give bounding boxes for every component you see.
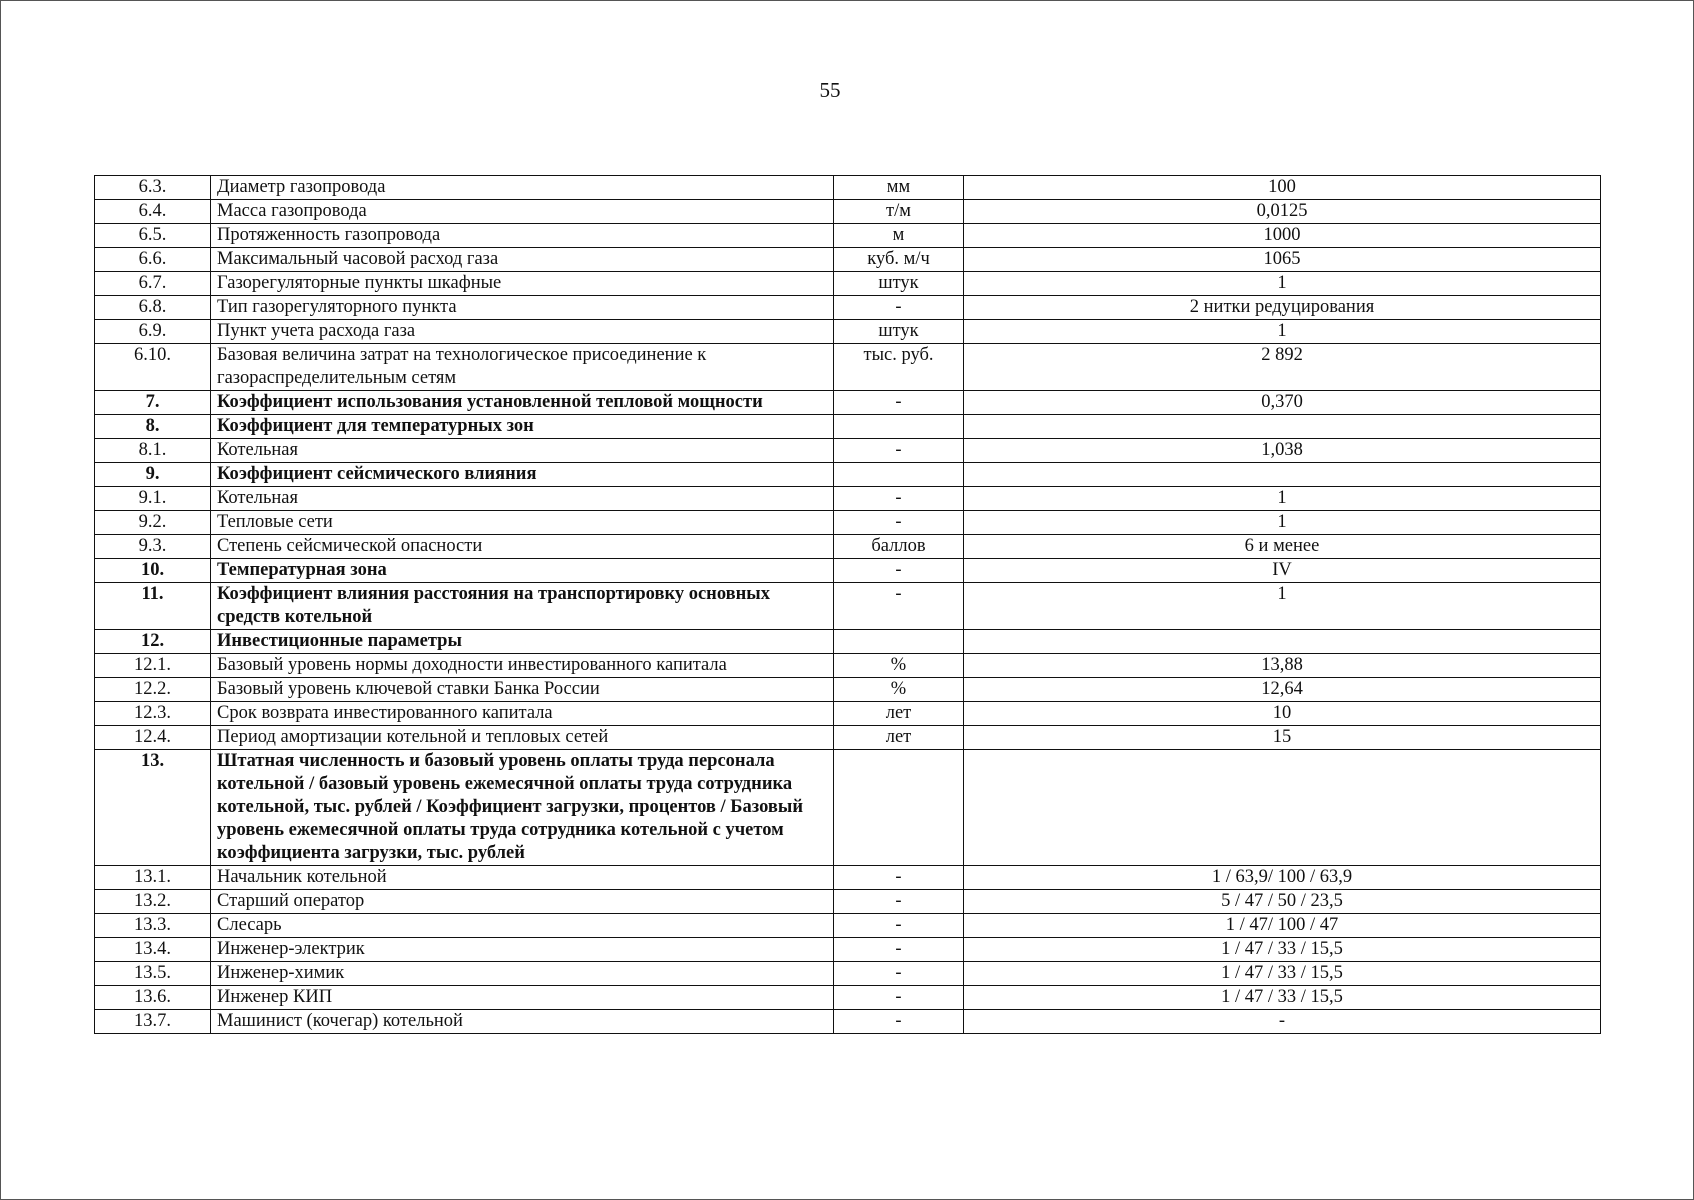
row-name: Котельная [211,487,834,511]
row-unit: - [834,391,964,415]
row-number: 13.2. [95,890,211,914]
row-number: 13.1. [95,866,211,890]
row-value: 10 [964,702,1601,726]
row-value: 5 / 47 / 50 / 23,5 [964,890,1601,914]
row-value: 1000 [964,224,1601,248]
row-value: - [964,1010,1601,1034]
row-name: Период амортизации котельной и тепловых сетей [211,726,834,750]
row-number: 12. [95,630,211,654]
row-name: Тип газорегуляторного пункта [211,296,834,320]
row-unit: мм [834,176,964,200]
row-number: 8.1. [95,439,211,463]
row-value: 1 / 47 / 33 / 15,5 [964,962,1601,986]
row-unit: штук [834,272,964,296]
row-value: 1 / 47 / 33 / 15,5 [964,986,1601,1010]
table-row [95,535,1601,559]
row-value: 0,370 [964,391,1601,415]
row-unit [834,630,964,654]
row-name: Масса газопровода [211,200,834,224]
row-value: IV [964,559,1601,583]
page-number: 55 [819,78,841,102]
row-unit: баллов [834,535,964,559]
table-row [95,890,1601,914]
row-unit: - [834,914,964,938]
table-row [95,391,1601,415]
row-number: 12.3. [95,702,211,726]
row-name: Степень сейсмической опасности [211,535,834,559]
row-value [964,630,1601,654]
row-name: Инвестиционные параметры [211,630,834,654]
row-value: 2 892 [964,344,1601,391]
table-row [95,439,1601,463]
row-unit: штук [834,320,964,344]
table-row [95,914,1601,938]
row-number: 11. [95,583,211,630]
row-unit: - [834,296,964,320]
row-number: 6.5. [95,224,211,248]
table-row [95,415,1601,439]
table-row [95,463,1601,487]
row-unit [834,750,964,866]
row-name: Коэффициент для температурных зон [211,415,834,439]
row-unit: лет [834,726,964,750]
row-unit: - [834,1010,964,1034]
row-unit: - [834,890,964,914]
table-row [95,248,1601,272]
row-value: 1 [964,583,1601,630]
row-number: 8. [95,415,211,439]
row-number: 12.4. [95,726,211,750]
table-row [95,296,1601,320]
row-value: 1 [964,487,1601,511]
row-number: 12.2. [95,678,211,702]
table-row [95,511,1601,535]
table-row [95,750,1601,866]
row-number: 13.4. [95,938,211,962]
row-number: 6.8. [95,296,211,320]
row-value [964,415,1601,439]
row-unit: - [834,962,964,986]
table-row [95,176,1601,200]
row-name: Температурная зона [211,559,834,583]
row-unit: куб. м/ч [834,248,964,272]
row-value: 13,88 [964,654,1601,678]
row-name: Слесарь [211,914,834,938]
table-row [95,1010,1601,1034]
table-row [95,986,1601,1010]
row-value: 1 / 47/ 100 / 47 [964,914,1601,938]
table-row [95,938,1601,962]
row-name: Пункт учета расхода газа [211,320,834,344]
table-row [95,866,1601,890]
row-name: Котельная [211,439,834,463]
row-value: 1065 [964,248,1601,272]
table-row [95,224,1601,248]
row-unit: - [834,866,964,890]
row-number: 6.10. [95,344,211,391]
row-unit: - [834,487,964,511]
row-value: 12,64 [964,678,1601,702]
table-row [95,678,1601,702]
row-unit: лет [834,702,964,726]
row-unit: - [834,511,964,535]
row-value [964,750,1601,866]
row-unit: - [834,559,964,583]
row-number: 13.5. [95,962,211,986]
row-name: Протяженность газопровода [211,224,834,248]
row-name: Коэффициент влияния расстояния на транспортировку основных средств котельной [211,583,834,630]
row-name: Инженер КИП [211,986,834,1010]
row-name: Базовая величина затрат на технологическое присоединение к газораспределительным сетям [211,344,834,391]
row-name: Максимальный часовой расход газа [211,248,834,272]
table-row [95,630,1601,654]
row-number: 12.1. [95,654,211,678]
parameters-table [94,175,1601,1034]
row-number: 6.4. [95,200,211,224]
row-value: 100 [964,176,1601,200]
row-number: 13. [95,750,211,866]
row-number: 10. [95,559,211,583]
row-unit: - [834,938,964,962]
row-unit: м [834,224,964,248]
table-body [95,176,1601,1034]
row-number: 13.7. [95,1010,211,1034]
row-value: 1 / 63,9/ 100 / 63,9 [964,866,1601,890]
row-unit: тыс. руб. [834,344,964,391]
row-number: 6.9. [95,320,211,344]
row-number: 9.2. [95,511,211,535]
row-number: 13.3. [95,914,211,938]
row-number: 6.3. [95,176,211,200]
row-unit: - [834,986,964,1010]
row-value: 15 [964,726,1601,750]
row-number: 6.7. [95,272,211,296]
row-unit: т/м [834,200,964,224]
row-unit: % [834,654,964,678]
table-row [95,487,1601,511]
row-value: 1,038 [964,439,1601,463]
row-number: 13.6. [95,986,211,1010]
row-number: 9.3. [95,535,211,559]
row-number: 9.1. [95,487,211,511]
row-name: Инженер-химик [211,962,834,986]
row-name: Газорегуляторные пункты шкафные [211,272,834,296]
table-row [95,320,1601,344]
row-number: 6.6. [95,248,211,272]
row-name: Начальник котельной [211,866,834,890]
row-value [964,463,1601,487]
row-unit: % [834,678,964,702]
table-row [95,200,1601,224]
row-name: Коэффициент сейсмического влияния [211,463,834,487]
row-unit [834,463,964,487]
row-value: 1 [964,511,1601,535]
row-value: 6 и менее [964,535,1601,559]
row-name: Тепловые сети [211,511,834,535]
row-name: Срок возврата инвестированного капитала [211,702,834,726]
row-name: Штатная численность и базовый уровень оплаты труда персонала котельной / базовый уровень ежемесячной оплаты труда сотрудника котельной, тыс. рублей / Коэффициент загрузки, процентов / Базовый уровень ежемесячной оплаты труда сотрудника котельной с учетом коэффициента загрузки, тыс. рублей [211,750,834,866]
table-row [95,726,1601,750]
row-value: 1 / 47 / 33 / 15,5 [964,938,1601,962]
row-unit: - [834,583,964,630]
table-row [95,962,1601,986]
row-unit [834,415,964,439]
table-row [95,702,1601,726]
row-name: Базовый уровень нормы доходности инвестированного капитала [211,654,834,678]
row-value: 1 [964,272,1601,296]
table-row [95,583,1601,630]
table-row [95,654,1601,678]
row-name: Коэффициент использования установленной тепловой мощности [211,391,834,415]
row-unit: - [834,439,964,463]
row-value: 0,0125 [964,200,1601,224]
table-row [95,344,1601,391]
row-name: Инженер-электрик [211,938,834,962]
row-name: Машинист (кочегар) котельной [211,1010,834,1034]
table-row [95,559,1601,583]
table-row [95,272,1601,296]
row-number: 9. [95,463,211,487]
row-value: 2 нитки редуцирования [964,296,1601,320]
row-name: Диаметр газопровода [211,176,834,200]
row-number: 7. [95,391,211,415]
row-name: Старший оператор [211,890,834,914]
row-value: 1 [964,320,1601,344]
row-name: Базовый уровень ключевой ставки Банка России [211,678,834,702]
